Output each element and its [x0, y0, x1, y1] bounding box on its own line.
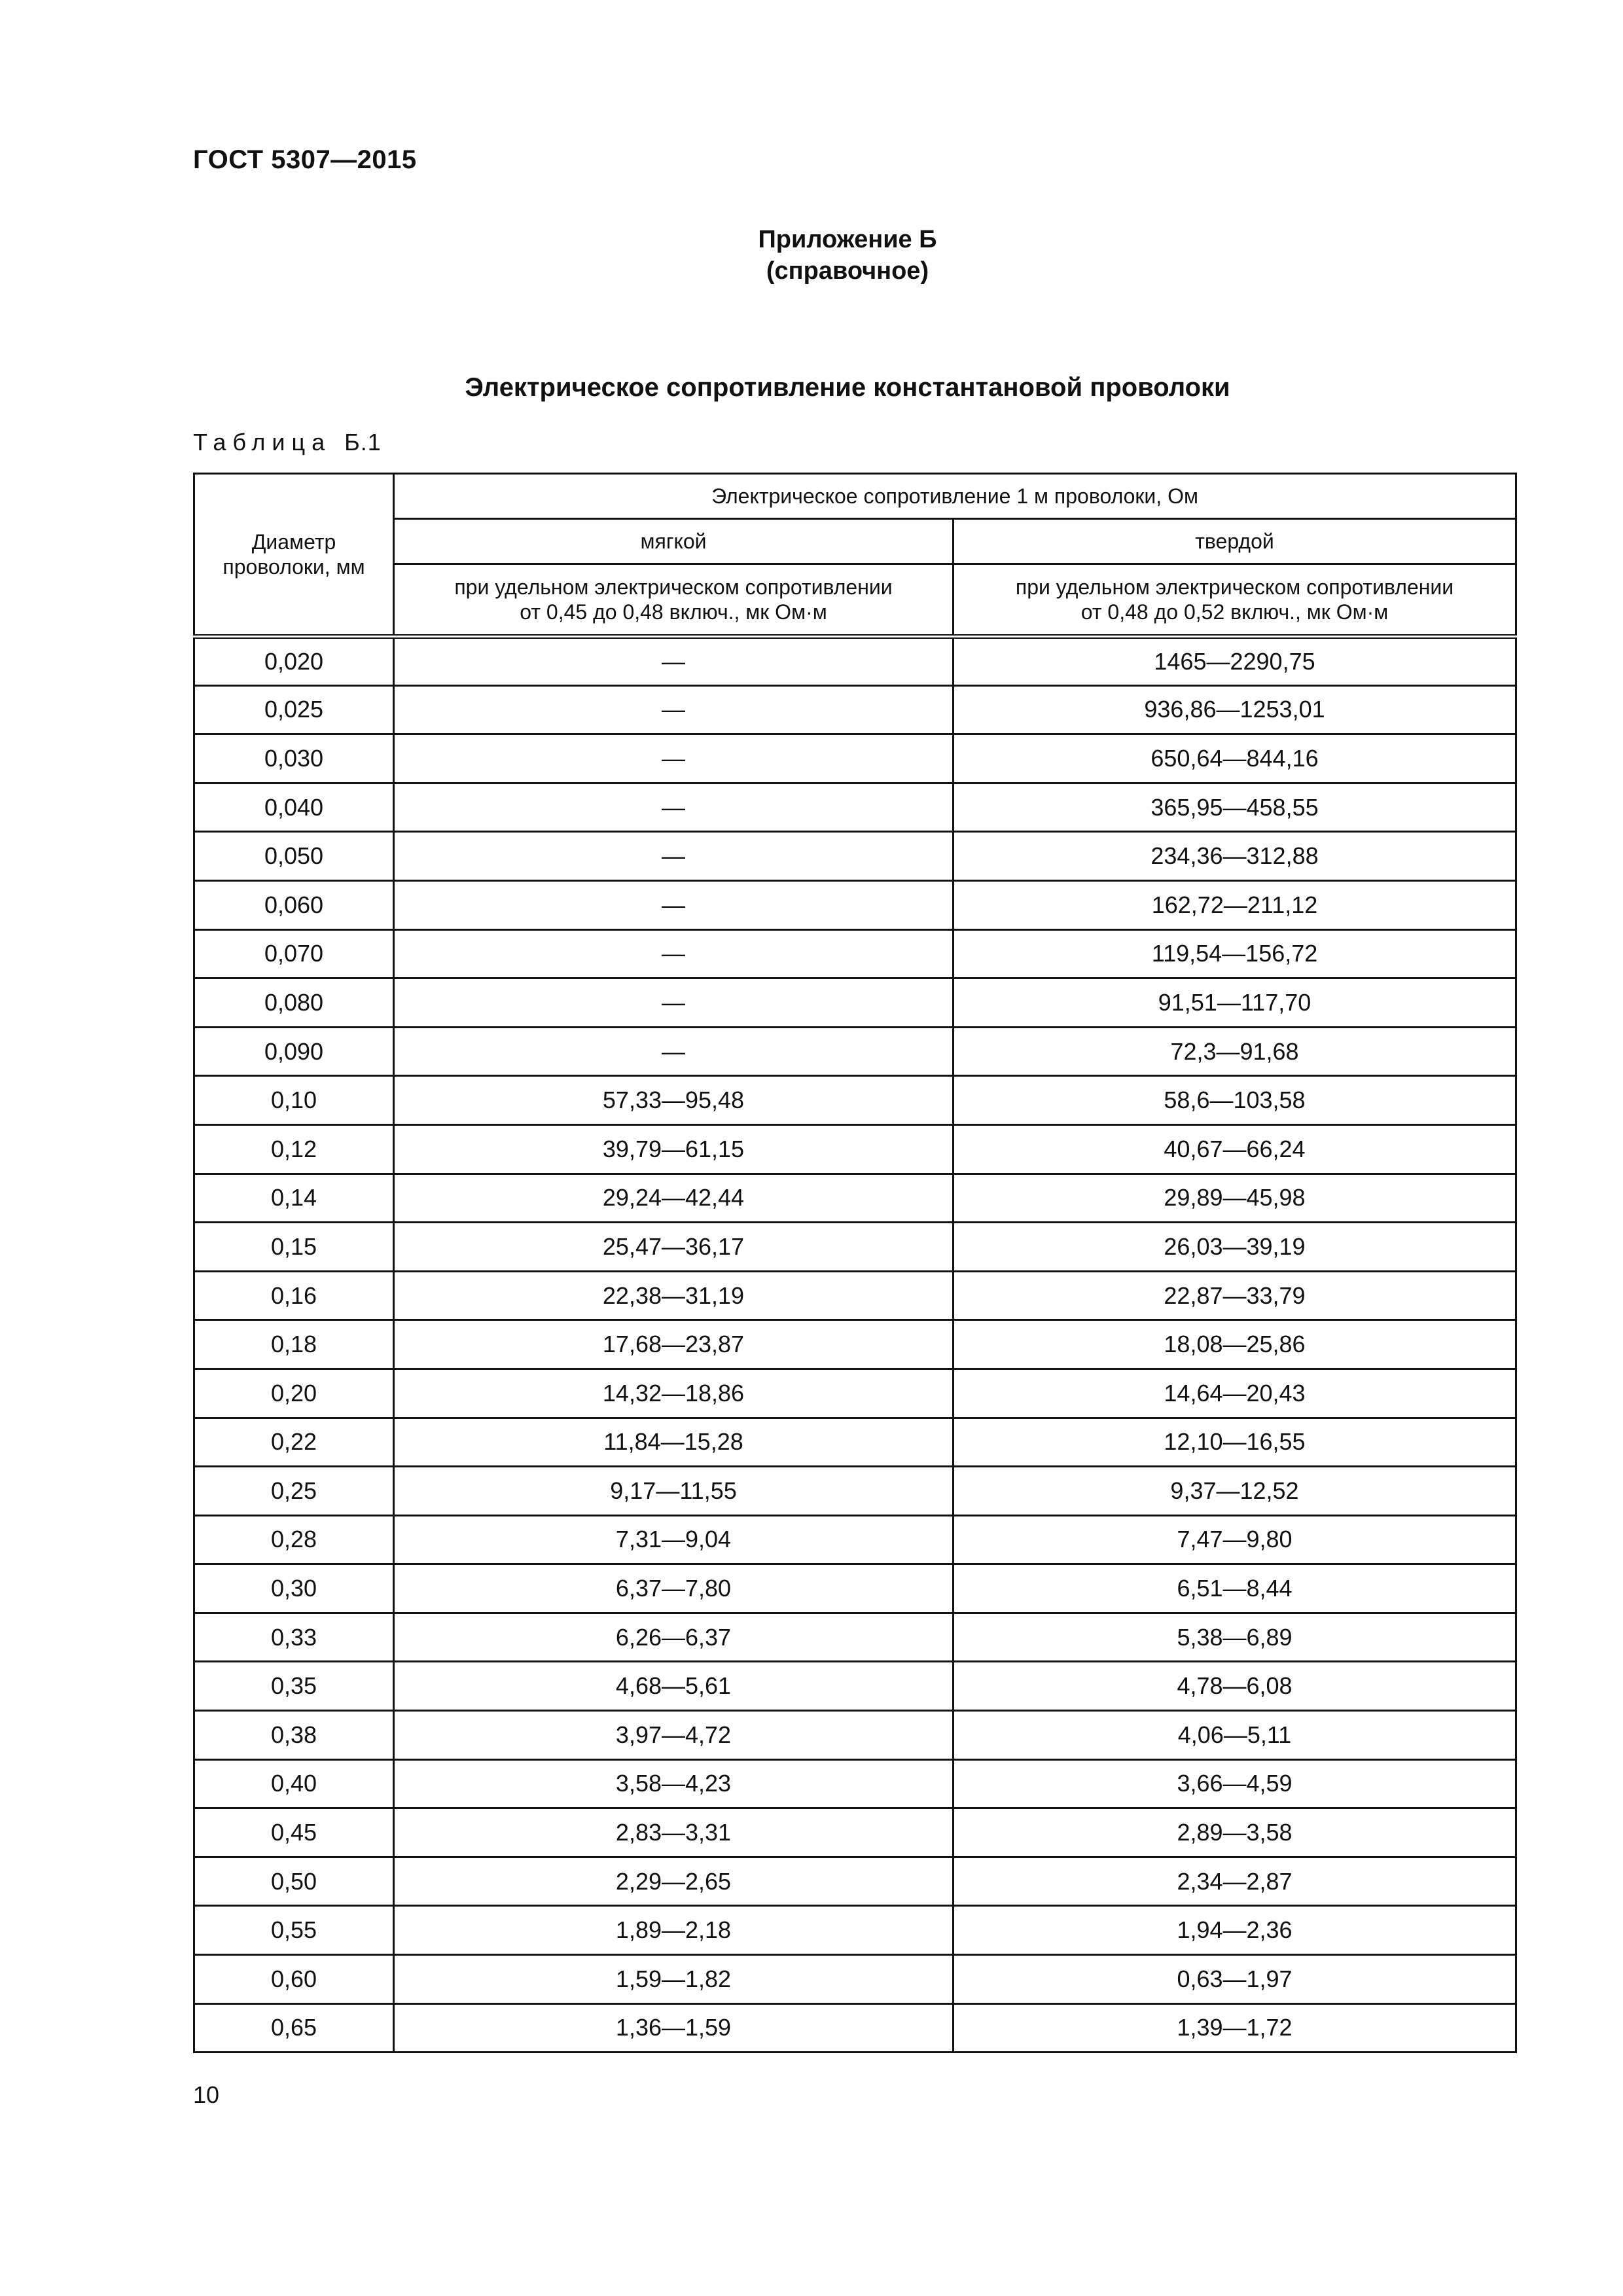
table-row [194, 1467, 1516, 1516]
cell-soft: — [394, 832, 954, 881]
table-row [194, 978, 1516, 1028]
cell-diameter: 0,060 [194, 880, 394, 929]
cell-diameter: 0,15 [194, 1223, 394, 1272]
cell-hard: 58,6—103,58 [954, 1076, 1516, 1125]
cell-hard: 365,95—458,55 [954, 783, 1516, 832]
table-header [194, 474, 1516, 637]
table-row [194, 783, 1516, 832]
cell-soft: — [394, 637, 954, 686]
cell-soft: 4,68—5,61 [394, 1662, 954, 1711]
table-row [194, 1369, 1516, 1418]
cell-hard: 119,54—156,72 [954, 929, 1516, 978]
cell-hard: 4,78—6,08 [954, 1662, 1516, 1711]
cell-soft: — [394, 685, 954, 734]
cell-diameter: 0,18 [194, 1320, 394, 1369]
cell-soft: 11,84—15,28 [394, 1418, 954, 1467]
table-row [194, 685, 1516, 734]
cell-soft: — [394, 1027, 954, 1076]
cell-diameter: 0,12 [194, 1124, 394, 1174]
cell-soft: 29,24—42,44 [394, 1174, 954, 1223]
table-row [194, 929, 1516, 978]
table-row [194, 734, 1516, 783]
cell-diameter: 0,40 [194, 1759, 394, 1808]
cell-diameter: 0,60 [194, 1955, 394, 2004]
cell-diameter: 0,090 [194, 1027, 394, 1076]
cell-diameter: 0,33 [194, 1613, 394, 1662]
header-hard-note-line1: при удельном электрическом сопротивлении [1015, 575, 1454, 599]
cell-hard: 1,94—2,36 [954, 1906, 1516, 1955]
cell-diameter: 0,030 [194, 734, 394, 783]
table-row [194, 1857, 1516, 1906]
table-caption-number: Б.1 [344, 429, 382, 456]
header-hard-note-line2: от 0,48 до 0,52 включ., мк Ом·м [1080, 600, 1389, 624]
header-hard: твердой [954, 519, 1516, 564]
table-row [194, 1320, 1516, 1369]
header-resistance: Электрическое сопротивление 1 м проволоки, Ом [394, 474, 1516, 519]
table-caption [193, 429, 382, 456]
cell-hard: 12,10—16,55 [954, 1418, 1516, 1467]
cell-diameter: 0,025 [194, 685, 394, 734]
table-row [194, 1808, 1516, 1857]
cell-diameter: 0,38 [194, 1711, 394, 1760]
cell-diameter: 0,50 [194, 1857, 394, 1906]
document-title: Электрическое сопротивление константановой проволоки [465, 373, 1230, 402]
cell-hard: 1,39—1,72 [954, 2003, 1516, 2053]
appendix-type: (справочное) [766, 257, 929, 285]
table-row [194, 1711, 1516, 1760]
cell-soft: 3,97—4,72 [394, 1711, 954, 1760]
cell-hard: 5,38—6,89 [954, 1613, 1516, 1662]
cell-soft: 22,38—31,19 [394, 1271, 954, 1320]
table-row [194, 880, 1516, 929]
cell-diameter: 0,16 [194, 1271, 394, 1320]
cell-hard: 72,3—91,68 [954, 1027, 1516, 1076]
cell-diameter: 0,25 [194, 1467, 394, 1516]
cell-soft: 17,68—23,87 [394, 1320, 954, 1369]
cell-diameter: 0,040 [194, 783, 394, 832]
cell-soft: 7,31—9,04 [394, 1515, 954, 1564]
table-row [194, 1271, 1516, 1320]
cell-hard: 29,89—45,98 [954, 1174, 1516, 1223]
cell-soft: — [394, 734, 954, 783]
cell-diameter: 0,55 [194, 1906, 394, 1955]
header-soft-note-line1: при удельном электрическом сопротивлении [454, 575, 893, 599]
cell-hard: 0,63—1,97 [954, 1955, 1516, 2004]
cell-hard: 4,06—5,11 [954, 1711, 1516, 1760]
table-row [194, 1906, 1516, 1955]
cell-diameter: 0,050 [194, 832, 394, 881]
cell-diameter: 0,65 [194, 2003, 394, 2053]
cell-diameter: 0,45 [194, 1808, 394, 1857]
appendix-title: Приложение Б [758, 226, 937, 253]
cell-soft: 25,47—36,17 [394, 1223, 954, 1272]
cell-hard: 650,64—844,16 [954, 734, 1516, 783]
cell-diameter: 0,080 [194, 978, 394, 1028]
cell-soft: 2,29—2,65 [394, 1857, 954, 1906]
cell-soft: 6,26—6,37 [394, 1613, 954, 1662]
table-row [194, 1124, 1516, 1174]
cell-diameter: 0,070 [194, 929, 394, 978]
cell-hard: 2,89—3,58 [954, 1808, 1516, 1857]
page-number: 10 [193, 2081, 220, 2108]
cell-hard: 3,66—4,59 [954, 1759, 1516, 1808]
cell-soft: 39,79—61,15 [394, 1124, 954, 1174]
cell-soft: 3,58—4,23 [394, 1759, 954, 1808]
cell-hard: 40,67—66,24 [954, 1124, 1516, 1174]
cell-hard: 22,87—33,79 [954, 1271, 1516, 1320]
cell-hard: 162,72—211,12 [954, 880, 1516, 929]
cell-soft: — [394, 978, 954, 1028]
cell-hard: 9,37—12,52 [954, 1467, 1516, 1516]
cell-hard: 91,51—117,70 [954, 978, 1516, 1028]
header-hard-note [954, 564, 1516, 637]
cell-hard: 14,64—20,43 [954, 1369, 1516, 1418]
cell-soft: 1,36—1,59 [394, 2003, 954, 2053]
cell-hard: 6,51—8,44 [954, 1564, 1516, 1613]
cell-hard: 936,86—1253,01 [954, 685, 1516, 734]
cell-hard: 7,47—9,80 [954, 1515, 1516, 1564]
cell-soft: — [394, 783, 954, 832]
table-row [194, 1662, 1516, 1711]
table-caption-word: Таблица [193, 429, 332, 456]
cell-hard: 234,36—312,88 [954, 832, 1516, 881]
cell-diameter: 0,020 [194, 637, 394, 686]
table-row [194, 1174, 1516, 1223]
cell-hard: 26,03—39,19 [954, 1223, 1516, 1272]
cell-soft: — [394, 880, 954, 929]
cell-diameter: 0,30 [194, 1564, 394, 1613]
cell-diameter: 0,28 [194, 1515, 394, 1564]
table-row [194, 1076, 1516, 1125]
table-row [194, 1223, 1516, 1272]
cell-soft: 1,59—1,82 [394, 1955, 954, 2004]
cell-diameter: 0,10 [194, 1076, 394, 1125]
cell-soft: 6,37—7,80 [394, 1564, 954, 1613]
cell-diameter: 0,35 [194, 1662, 394, 1711]
cell-soft: — [394, 929, 954, 978]
header-soft-note-line2: от 0,45 до 0,48 включ., мк Ом·м [520, 600, 827, 624]
table-body [194, 637, 1516, 2053]
header-soft: мягкой [394, 519, 954, 564]
cell-soft: 2,83—3,31 [394, 1808, 954, 1857]
cell-hard: 1465—2290,75 [954, 637, 1516, 686]
cell-soft: 57,33—95,48 [394, 1076, 954, 1125]
cell-soft: 14,32—18,86 [394, 1369, 954, 1418]
cell-hard: 2,34—2,87 [954, 1857, 1516, 1906]
cell-diameter: 0,20 [194, 1369, 394, 1418]
header-diameter: Диаметр проволоки, мм [194, 474, 394, 637]
table-row [194, 1515, 1516, 1564]
table-row [194, 1027, 1516, 1076]
table-row [194, 1418, 1516, 1467]
table-row [194, 2003, 1516, 2053]
standard-header: ГОСТ 5307—2015 [193, 145, 417, 174]
table-row [194, 1613, 1516, 1662]
cell-soft: 9,17—11,55 [394, 1467, 954, 1516]
table-row [194, 1564, 1516, 1613]
cell-diameter: 0,14 [194, 1174, 394, 1223]
table-row [194, 832, 1516, 881]
cell-diameter: 0,22 [194, 1418, 394, 1467]
table-row [194, 1759, 1516, 1808]
table-row [194, 1955, 1516, 2004]
cell-hard: 18,08—25,86 [954, 1320, 1516, 1369]
resistance-table [193, 473, 1517, 2053]
table-row [194, 637, 1516, 686]
cell-soft: 1,89—2,18 [394, 1906, 954, 1955]
header-soft-note [394, 564, 954, 637]
